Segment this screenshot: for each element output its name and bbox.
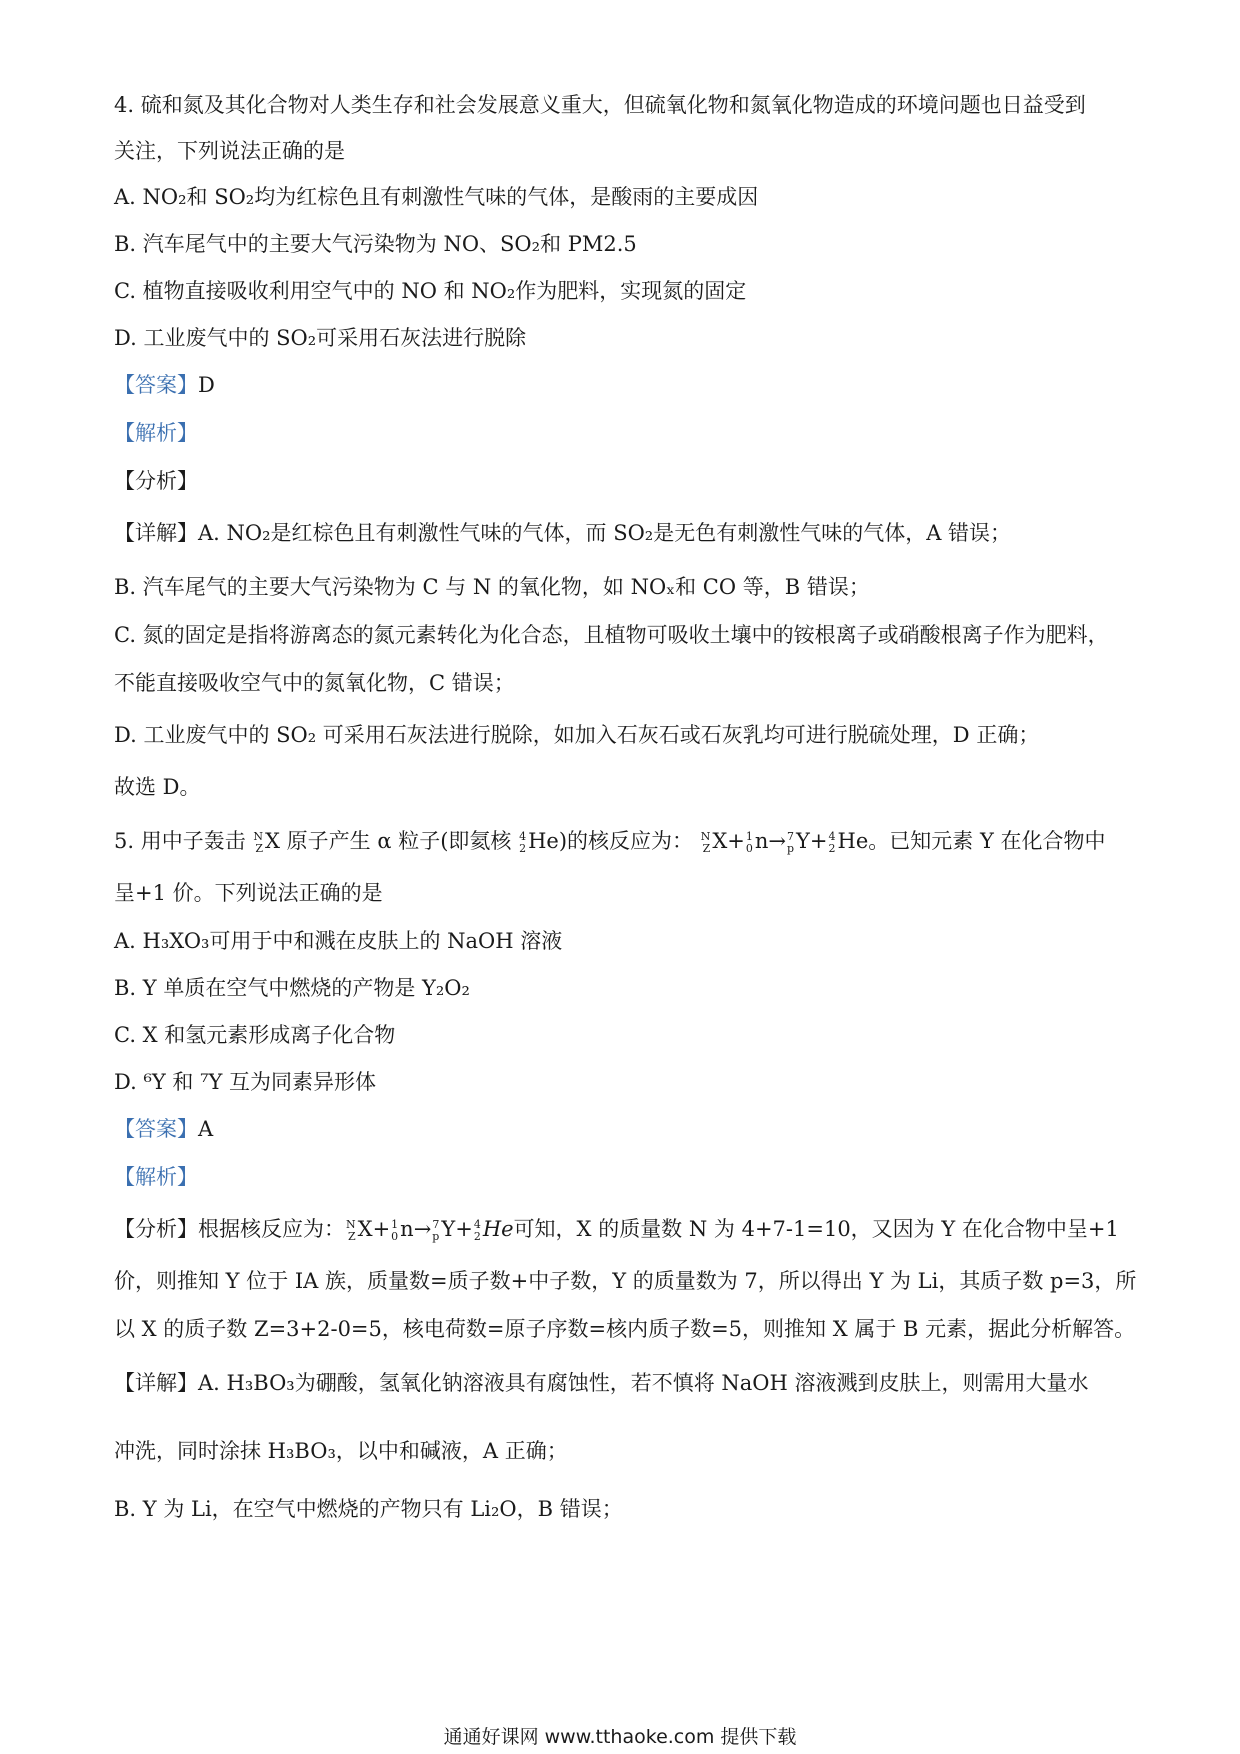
q5-fenxi-line2: 价，则推知 Y 位于 IA 族，质量数=质子数+中子数，Y 的质量数为 7，所以得出 Y 为 Li，其质子数 p=3，所 [114, 1269, 1137, 1293]
q5-fenxi-line3: 以 X 的质子数 Z=3+2-0=5，核电荷数=原子序数=核内质子数=5，则推知 X 属于 B 元素，据此分析解答。 [114, 1317, 1136, 1341]
q5-detail-b: B. Y 为 Li，在空气中燃烧的产物只有 Li₂O，B 错误； [114, 1497, 623, 1521]
stem-part: He)的核反应为： [528, 829, 694, 853]
stem-part: X 原子产生 α 粒子(即氦核 [265, 829, 512, 853]
q4-detail-c1: C. 氮的固定是指将游离态的氮元素转化为化合态，且植物可吸收土壤中的铵根离子或硝酸根离子作为肥料， [114, 623, 1109, 647]
q4-conclusion: 故选 D。 [114, 775, 201, 799]
detail-text: A. NO₂是红棕色且有刺激性气味的气体，而 SO₂是无色有刺激性气味的气体，A 错误； [198, 521, 1012, 545]
q5-option-a: A. H₃XO₃可用于中和溅在皮肤上的 NaOH 溶液 [114, 929, 563, 953]
nuclear-reaction: N Z X+ 1 0 n→ 7 p Y+ 4 2 He [346, 1217, 514, 1243]
q4-stem-line1: 4. 硫和氮及其化合物对人类生存和社会发展意义重大，但硫氧化物和氮氧化物造成的环境问题也日益受到 [114, 93, 1086, 117]
q5-stem-line2: 呈+1 价。下列说法正确的是 [114, 881, 383, 905]
nuclide-he: 4 2 [519, 829, 527, 855]
fenxi-part: 可知，X 的质量数 N 为 4+7-1=10，又因为 Y 在化合物中呈+1 [513, 1217, 1119, 1241]
detail-tag: 【详解】 [114, 1371, 198, 1395]
q5-fenxi-line1 [114, 1214, 1134, 1244]
answer-value: A [198, 1117, 214, 1141]
q4-stem-line2: 关注，下列说法正确的是 [114, 139, 345, 163]
q5-detail-a1 [114, 1368, 1134, 1398]
q4-jiexi: 【解析】 [114, 421, 198, 445]
fenxi-part: 根据核反应为： [198, 1217, 345, 1241]
answer-tag: 【答案】 [114, 373, 198, 397]
q5-option-b: B. Y 单质在空气中燃烧的产物是 Y₂O₂ [114, 976, 470, 1000]
stem-part: 。已知元素 Y 在化合物中 [868, 829, 1106, 853]
nuclear-reaction: N Z X+ 1 0 n→ 7 p Y+ 4 2 He [700, 829, 869, 855]
q4-option-a: A. NO₂和 SO₂均为红棕色且有刺激性气味的气体，是酸雨的主要成因 [114, 185, 759, 209]
answer-tag: 【答案】 [114, 1117, 198, 1141]
q4-detail-a [114, 518, 1134, 548]
nuclide-x: N Z [253, 829, 264, 855]
detail-tag: 【详解】 [114, 521, 198, 545]
q5-option-c: C. X 和氢元素形成离子化合物 [114, 1023, 396, 1047]
q4-fenxi: 【分析】 [114, 469, 198, 493]
q4-answer [114, 370, 1134, 400]
stem-part: 5. 用中子轰击 [114, 829, 246, 853]
q4-option-c: C. 植物直接吸收利用空气中的 NO 和 NO₂作为肥料，实现氮的固定 [114, 279, 747, 303]
q4-detail-b: B. 汽车尾气的主要大气污染物为 C 与 N 的氧化物，如 NOₓ和 CO 等，B 错误； [114, 575, 870, 599]
q5-stem-line1 [114, 826, 1134, 856]
q4-option-d: D. 工业废气中的 SO₂可采用石灰法进行脱除 [114, 326, 527, 350]
page-footer[interactable]: 通通好课网 www.tthaoke.com 提供下载 [443, 1726, 797, 1748]
answer-value: D [198, 373, 215, 397]
q4-detail-c2: 不能直接吸收空气中的氮氧化物，C 错误； [114, 671, 515, 695]
fenxi-tag: 【分析】 [114, 1217, 198, 1241]
detail-text: A. H₃BO₃为硼酸，氢氧化钠溶液具有腐蚀性，若不慎将 NaOH 溶液溅到皮肤上，则需用大量水 [198, 1371, 1089, 1395]
q5-detail-a2: 冲洗，同时涂抹 H₃BO₃，以中和碱液，A 正确； [114, 1439, 568, 1463]
q5-option-d: D. ⁶Y 和 ⁷Y 互为同素异形体 [114, 1070, 377, 1094]
q4-detail-d: D. 工业废气中的 SO₂ 可采用石灰法进行脱除，如加入石灰石或石灰乳均可进行脱硫处理，D 正确； [114, 723, 1040, 747]
q5-answer [114, 1114, 1134, 1144]
q5-jiexi: 【解析】 [114, 1165, 198, 1189]
q4-option-b: B. 汽车尾气中的主要大气污染物为 NO、SO₂和 PM2.5 [114, 232, 637, 256]
